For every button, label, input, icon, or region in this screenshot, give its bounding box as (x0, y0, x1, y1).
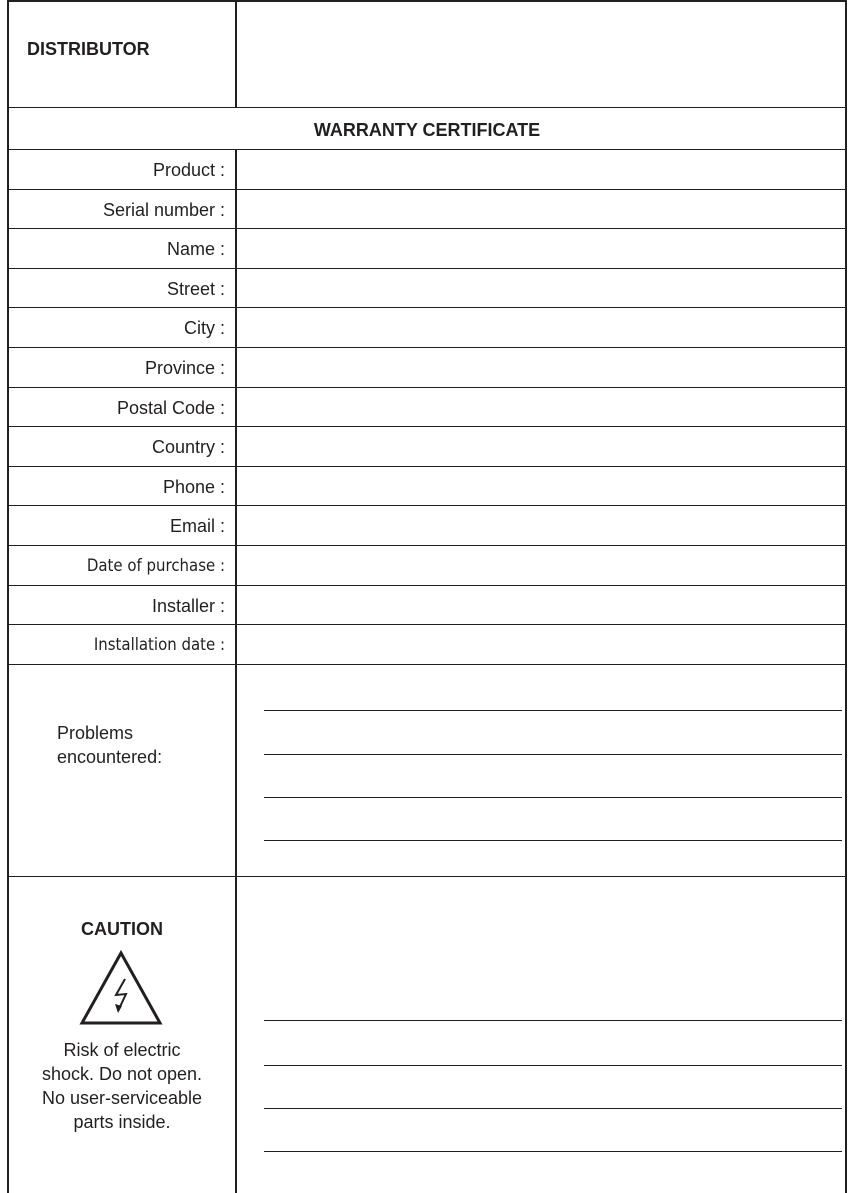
field-label: Country : (151, 437, 225, 458)
field-input[interactable] (237, 586, 845, 625)
problems-write-line-1[interactable] (264, 710, 842, 711)
field-row (9, 190, 845, 230)
field-input[interactable] (237, 269, 845, 308)
field-row (9, 467, 845, 507)
field-label: Name : (166, 239, 225, 260)
problems-write-line-4[interactable] (264, 840, 842, 841)
problems-section (9, 665, 845, 877)
problems-label-line2: encountered: (57, 747, 163, 767)
field-input[interactable] (237, 308, 845, 347)
caution-line-1: Risk of electric (63, 1040, 181, 1060)
field-label: Installation date : (93, 635, 225, 656)
problems-label-line1: Problems (57, 723, 134, 743)
field-input[interactable] (237, 190, 845, 229)
field-row (9, 229, 845, 269)
field-label: Installer : (151, 595, 225, 616)
caution-write-line-2[interactable] (264, 1065, 842, 1066)
caution-title: CAUTION (81, 919, 163, 939)
field-input[interactable] (237, 348, 845, 387)
field-row (9, 546, 845, 586)
field-input[interactable] (237, 625, 845, 664)
field-row (9, 625, 845, 665)
caution-write-line-1[interactable] (264, 1020, 842, 1021)
field-label: Email : (169, 516, 225, 537)
certificate-title-row (9, 108, 845, 150)
warranty-form (7, 0, 847, 1193)
field-row (9, 308, 845, 348)
caution-write-line-4[interactable] (264, 1151, 842, 1152)
field-input[interactable] (237, 388, 845, 427)
problems-write-line-3[interactable] (264, 797, 842, 798)
field-row (9, 586, 845, 626)
field-label: Date of purchase : (86, 556, 225, 576)
distributor-field[interactable] (237, 2, 845, 105)
field-input[interactable] (237, 229, 845, 268)
field-row (9, 150, 845, 190)
caution-line-3: No user-serviceable (41, 1088, 203, 1108)
field-label: Serial number : (102, 199, 225, 220)
distributor-divider (235, 0, 237, 108)
field-row (9, 427, 845, 467)
field-label: City : (183, 318, 225, 339)
field-label: Phone : (162, 476, 225, 497)
electric-shock-warning-icon (78, 949, 164, 1027)
field-input[interactable] (237, 427, 845, 466)
problems-write-line-2[interactable] (264, 754, 842, 755)
field-input[interactable] (237, 546, 845, 585)
field-label: Street : (166, 278, 225, 299)
field-input[interactable] (237, 467, 845, 506)
field-input[interactable] (237, 150, 845, 189)
problems-label (57, 721, 162, 769)
certificate-title: WARRANTY CERTIFICATE (313, 120, 541, 140)
field-row (9, 269, 845, 309)
field-label: Product : (152, 160, 225, 180)
caution-line-4: parts inside. (73, 1112, 171, 1132)
field-label: Postal Code : (116, 397, 225, 418)
caution-line-2: shock. Do not open. (41, 1064, 203, 1084)
distributor-row (9, 0, 845, 108)
field-row (9, 348, 845, 388)
caution-write-line-3[interactable] (264, 1108, 842, 1109)
field-label: Province : (144, 358, 225, 378)
field-row (9, 388, 845, 428)
field-row (9, 506, 845, 546)
field-input[interactable] (237, 506, 845, 545)
distributor-label: DISTRIBUTOR (27, 39, 150, 59)
